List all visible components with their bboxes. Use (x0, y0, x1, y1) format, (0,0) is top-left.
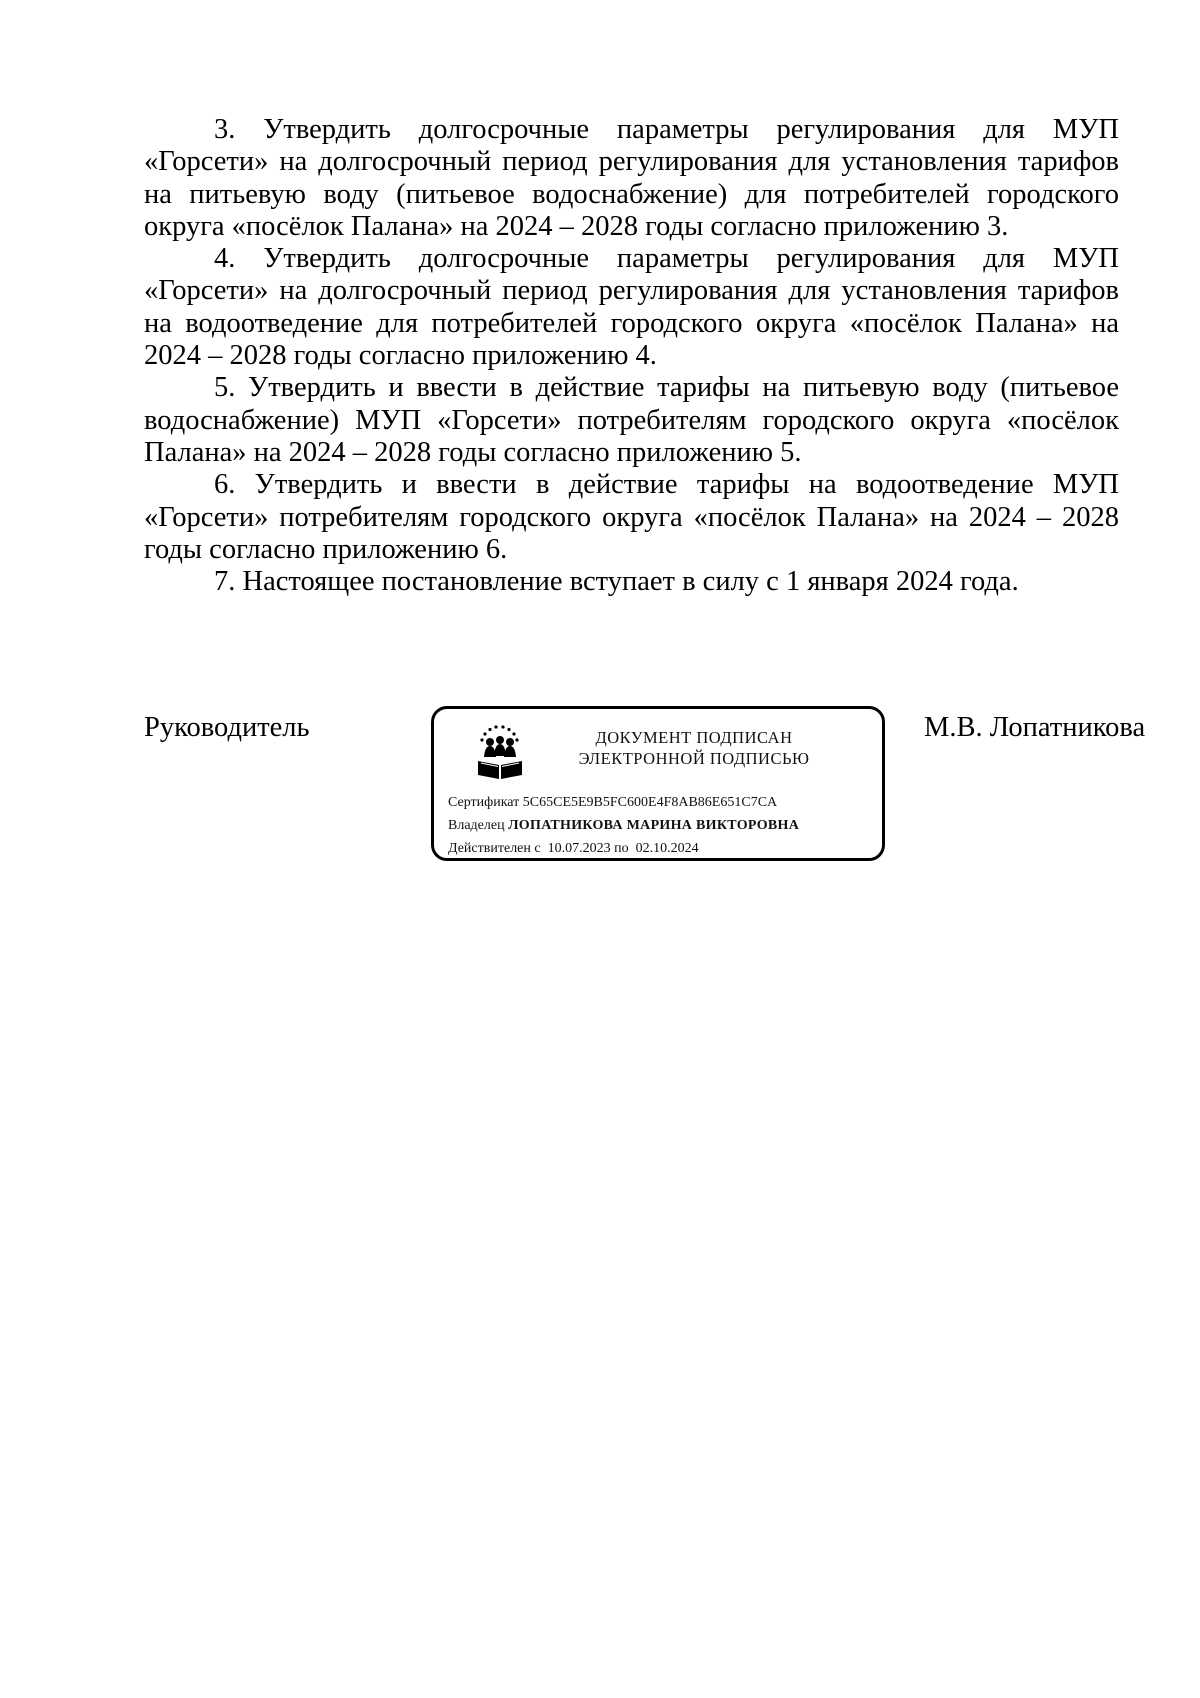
signature-block (0, 710, 1200, 880)
owner-label: Владелец (448, 818, 505, 833)
stamp-details (448, 791, 872, 860)
stamp-heading-line-1: ДОКУМЕНТ ПОДПИСАН (595, 728, 793, 747)
paragraph-item-4: 4. Утвердить долгосрочные параметры регулирования для МУП «Горсети» на долгосрочный период регулирования для установления тарифов на водоотведение для потребителей городского округа «посёлок Палана» на 2024 – 2028 годы согласно приложению 4. (144, 243, 1119, 372)
paragraph-item-5: 5. Утвердить и ввести в действие тарифы на питьевую воду (питьевое водоснабжение) МУП «Горсети» потребителям городского округа «посёлок Палана» на 2024 – 2028 годы согласно приложению 5. (144, 372, 1119, 468)
valid-to-date: 02.10.2024 (635, 841, 699, 856)
certificate-row (448, 791, 872, 814)
paragraph-item-6: 6. Утвердить и ввести в действие тарифы на водоотведение МУП «Горсети» потребителям городского округа «посёлок Палана» на 2024 – 2028 годы согласно приложению 6. (144, 469, 1119, 565)
electronic-signature-stamp (431, 706, 885, 861)
stamp-heading (544, 727, 844, 769)
valid-to-label: по (614, 841, 629, 856)
valid-label: Действителен с (448, 841, 541, 856)
paragraph-item-7: 7. Настоящее постановление вступает в силу с 1 января 2024 года. (214, 566, 1019, 598)
paragraph-item-3: 3. Утвердить долгосрочные параметры регулирования для МУП «Горсети» на долгосрочный период регулирования для установления тарифов на питьевую воду (питьевое водоснабжение) для потребителей городского округа «посёлок Палана» на 2024 – 2028 годы согласно приложению 3. (144, 114, 1119, 242)
owner-row (448, 814, 872, 837)
coat-of-arms-icon (472, 723, 528, 783)
certificate-value: 5C65CE5E9B5FC600E4F8AB86E651C7CA (522, 795, 778, 810)
certificate-label: Сертификат (448, 795, 520, 810)
owner-value: ЛОПАТНИКОВА МАРИНА ВИКТОРОВНА (508, 818, 800, 833)
signer-name: М.В. Лопатникова (924, 712, 1146, 743)
validity-row (448, 837, 872, 860)
signer-position: Руководитель (144, 712, 310, 743)
valid-from-date: 10.07.2023 (547, 841, 611, 856)
stamp-heading-line-2: ЭЛЕКТРОННОЙ ПОДПИСЬЮ (578, 749, 810, 768)
document-body (144, 114, 1119, 598)
